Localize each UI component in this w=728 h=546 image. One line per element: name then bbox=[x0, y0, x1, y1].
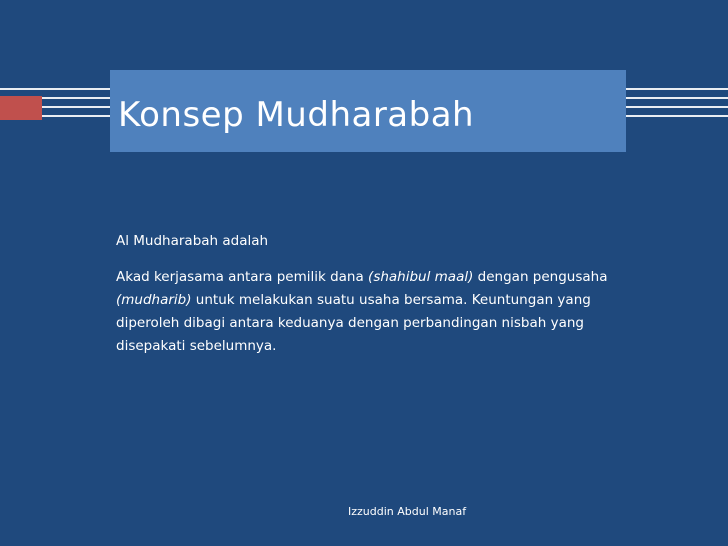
footer-author: Izzuddin Abdul Manaf bbox=[348, 505, 467, 518]
slide-content bbox=[116, 230, 644, 358]
right-decorative-lines bbox=[626, 84, 728, 124]
definition-part-1: Akad kerjasama antara pemilik dana bbox=[116, 269, 369, 285]
definition-part-2: dengan pengusaha bbox=[473, 269, 608, 285]
definition-part-3: untuk melakukan suatu usaha bersama. Keuntungan yang diperoleh dibagi antara keduanya dengan perbandingan nisbah yang disepakati sebelumnya. bbox=[116, 292, 591, 354]
definition-text bbox=[116, 266, 644, 358]
intro-text: Al Mudharabah adalah bbox=[116, 233, 269, 249]
title-bar bbox=[110, 70, 626, 152]
red-accent-block bbox=[0, 96, 42, 120]
definition-italic-mudharib: (mudharib) bbox=[116, 292, 192, 308]
slide-title: Konsep Mudharabah bbox=[118, 95, 475, 135]
definition-italic-shahibul-maal: (shahibul maal) bbox=[368, 269, 474, 285]
